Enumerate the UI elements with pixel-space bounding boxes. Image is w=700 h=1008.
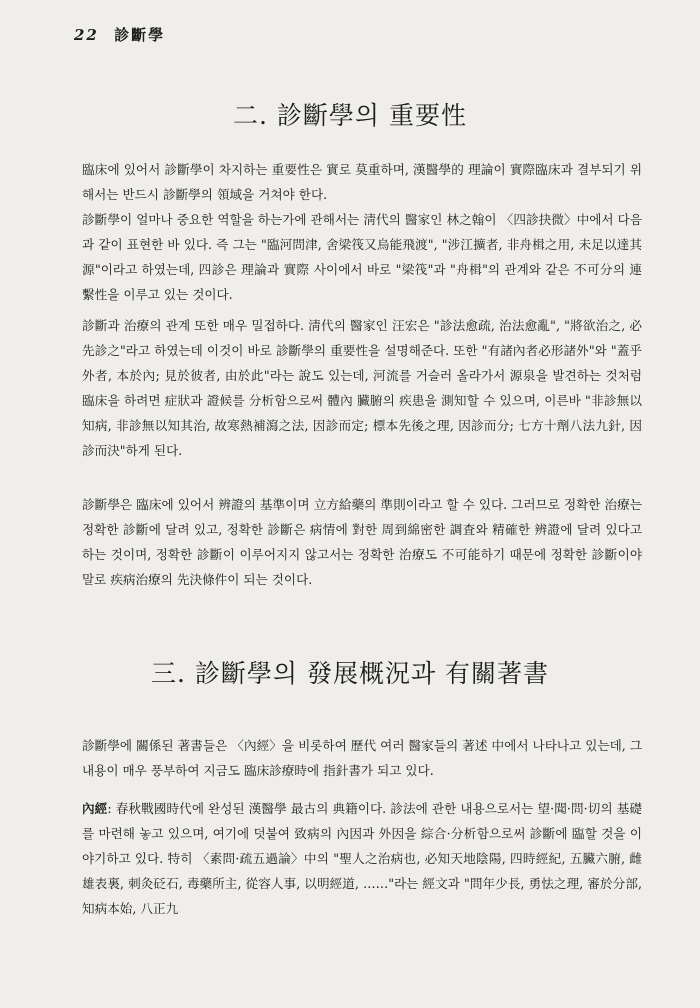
entry-lead: 內經 (82, 801, 108, 816)
paragraph: 診斷과 治療의 관계 또한 매우 밀접하다. 淸代의 醫家인 汪宏은 "診法愈疏, 治法愈亂", "將欲治之, 必先診之"라고 하였는데 이것이 바로 診斷學의 重要性을 설명해준다. 또한 "有諸內者必形諸外"와 "蓋乎外者, 本於內; 見於彼者, 由於此"라는 說도 있는데, 河流를 거슬러 올라가서 源泉을 발견하는 것처럼 臨床을 하려면 症狀과 證候를 分析함으로써 體內 臟腑의 疾患을 測知할 수 있으며, 이른바 "非診無以知病, 非診無以知其治, 故寒熱補瀉之法, 因診而定; 標本先後之理, 因診而分; 七方十劑八法九針, 因診而決"하게 된다. (82, 318, 642, 458)
section-title-importance: 二. 診斷學의 重要性 (233, 101, 467, 130)
paragraph: 診斷學이 얼마나 중요한 역할을 하는가에 관해서는 淸代의 醫家인 林之翰이 〈四診抉微〉中에서 다음과 같이 표현한 바 있다. 즉 그는 "臨河問津, 舍梁筏又烏能飛渡", "涉江擴者, 非舟楫之用, 未足以達其源"이라고 하였는데, 四診은 理論과 實際 사이에서 바로 "梁筏"과 "舟楫"의 관계와 같은 不可分의 連繫性을 이루고 있는 것이다. (82, 212, 642, 302)
running-head (74, 24, 165, 45)
page-number: 22 (74, 26, 99, 44)
entry-text: : 春秋戰國時代에 완성된 漢醫學 最古의 典籍이다. 診法에 관한 내용으로서는 望·聞·問·切의 基礎를 마련해 놓고 있으며, 여기에 덧붙여 致病의 內因과 外因을 綜合·分析함으로써 診斷에 臨할 것을 이야기하고 있다. 特히 〈素問·疏五過論〉中의 "聖人之治病也, 必知天地陰陽, 四時經紀, 五臟六腑, 雌雄表裏, 刺灸砭石, 毒藥所主, 從容人事, 以明經道, ……"라는 經文과 "問年少長, 勇怯之理, 審於分部, 知病本始, 八正九 (82, 801, 642, 916)
paragraph: 臨床에 있어서 診斷學이 차지하는 重要性은 實로 莫重하며, 漢醫學的 理論이 實際臨床과 결부되기 위해서는 반드시 診斷學의 領域을 거쳐야 한다. (82, 162, 642, 202)
section-title-development: 三. 診斷學의 發展概況과 有關著書 (150, 659, 550, 688)
paragraph: 診斷學은 臨床에 있어서 辨證의 基準이며 立方給藥의 準則이라고 할 수 있다. 그러므로 정확한 治療는 정확한 診斷에 달려 있고, 정확한 診斷은 病情에 對한 周到綿密한 調査와 精確한 辨證에 달려 있다고 하는 것이며, 정확한 診斷이 이루어지지 않고서는 정확한 治療도 不可能하기 때문에 정확한 診斷이야말로 疾病治療의 先決條件이 되는 것이다. (82, 497, 642, 587)
running-head-title: 診斷學 (114, 26, 166, 44)
paragraph: 診斷學에 關係된 著書들은 〈內經〉을 비롯하여 歷代 여러 醫家들의 著述 中에서 나타나고 있는데, 그 내용이 매우 풍부하여 지금도 臨床診療時에 指針書가 되고 있다. (82, 738, 642, 778)
entry-neijing (82, 796, 642, 921)
